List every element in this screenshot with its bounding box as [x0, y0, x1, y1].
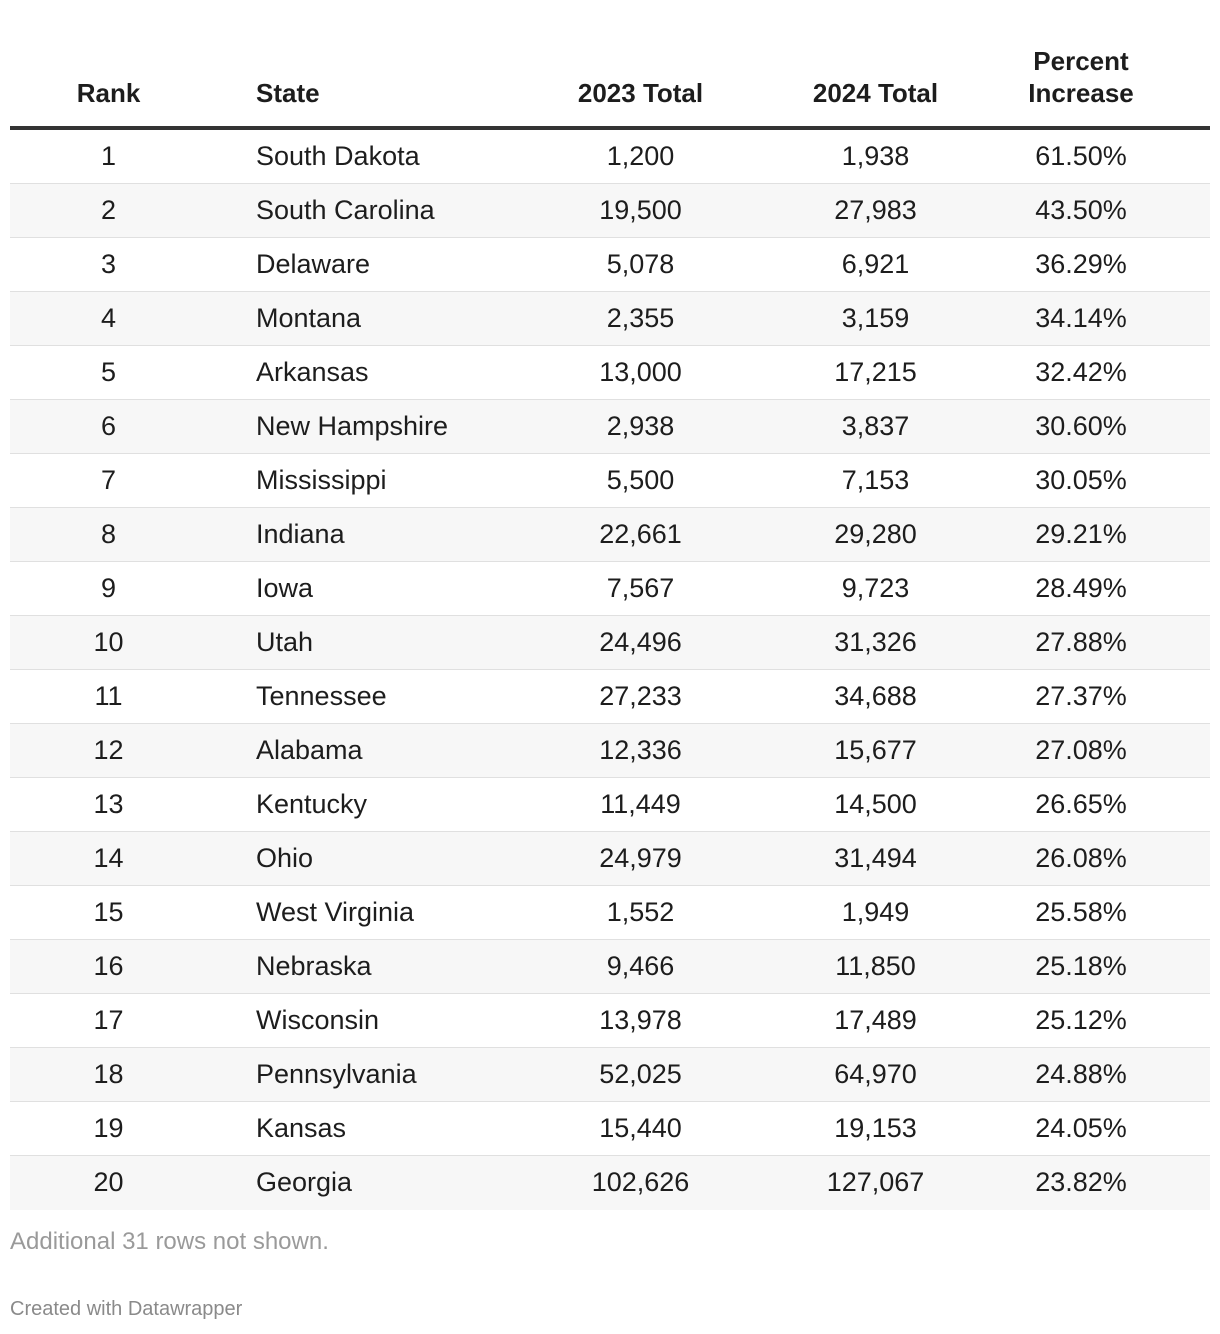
cell-2024-total: 11,850 [799, 940, 952, 994]
cell-percent-increase: 25.12% [952, 994, 1210, 1048]
cell-2023-total: 5,078 [482, 238, 799, 292]
cell-rank: 7 [10, 454, 207, 508]
cell-rank: 16 [10, 940, 207, 994]
table-row [10, 508, 1210, 562]
table-body [10, 128, 1210, 1210]
column-header-2024-total[interactable]: 2024 Total [799, 0, 952, 128]
cell-2024-total: 1,938 [799, 128, 952, 184]
table-row [10, 400, 1210, 454]
cell-rank: 19 [10, 1102, 207, 1156]
cell-state: Pennsylvania [207, 1048, 482, 1102]
cell-state: West Virginia [207, 886, 482, 940]
cell-2024-total: 31,326 [799, 616, 952, 670]
cell-2024-total: 64,970 [799, 1048, 952, 1102]
cell-percent-increase: 30.60% [952, 400, 1210, 454]
cell-state: Montana [207, 292, 482, 346]
cell-percent-increase: 36.29% [952, 238, 1210, 292]
table-row [10, 454, 1210, 508]
cell-2024-total: 17,215 [799, 346, 952, 400]
table-row [10, 832, 1210, 886]
cell-state: Arkansas [207, 346, 482, 400]
table-row [10, 616, 1210, 670]
cell-rank: 14 [10, 832, 207, 886]
cell-rank: 15 [10, 886, 207, 940]
table-row [10, 940, 1210, 994]
cell-rank: 18 [10, 1048, 207, 1102]
cell-2023-total: 2,938 [482, 400, 799, 454]
cell-percent-increase: 25.58% [952, 886, 1210, 940]
cell-state: Wisconsin [207, 994, 482, 1048]
cell-rank: 6 [10, 400, 207, 454]
cell-state: Utah [207, 616, 482, 670]
column-header-percent-line2: Increase [1028, 78, 1134, 108]
cell-rank: 9 [10, 562, 207, 616]
cell-2023-total: 24,979 [482, 832, 799, 886]
cell-2023-total: 13,978 [482, 994, 799, 1048]
cell-rank: 3 [10, 238, 207, 292]
cell-2023-total: 9,466 [482, 940, 799, 994]
cell-state: Kansas [207, 1102, 482, 1156]
cell-2024-total: 3,837 [799, 400, 952, 454]
cell-state: Ohio [207, 832, 482, 886]
cell-2024-total: 127,067 [826, 1167, 925, 1198]
column-header-2023-total[interactable]: 2023 Total [482, 0, 799, 128]
table-row [10, 1156, 1210, 1210]
cell-rank: 10 [10, 616, 207, 670]
datawrapper-credit[interactable]: Created with Datawrapper [10, 1298, 243, 1320]
cell-state: Mississippi [207, 454, 482, 508]
cell-2023-total: 13,000 [482, 346, 799, 400]
cell-state: Alabama [207, 724, 482, 778]
column-header-percent-increase-label [1028, 45, 1134, 109]
cell-percent-increase: 28.49% [952, 562, 1210, 616]
cell-2023-total: 1,200 [482, 128, 799, 184]
cell-2024-total: 14,500 [799, 778, 952, 832]
table-row [10, 670, 1210, 724]
table-row [10, 1102, 1210, 1156]
cell-2023-total: 2,355 [482, 292, 799, 346]
footnote: Additional 31 rows not shown. [10, 1228, 329, 1255]
cell-percent-increase: 43.50% [952, 184, 1210, 238]
table-row [10, 128, 1210, 184]
cell-state: Kentucky [207, 778, 482, 832]
table-row [10, 346, 1210, 400]
cell-2023-total: 11,449 [482, 778, 799, 832]
table-row [10, 994, 1210, 1048]
cell-percent-increase: 27.37% [952, 670, 1210, 724]
cell-2023-total: 102,626 [591, 1167, 690, 1198]
cell-2024-total: 19,153 [799, 1102, 952, 1156]
cell-2024-total: 15,677 [799, 724, 952, 778]
cell-percent-increase: 23.82% [1035, 1167, 1127, 1198]
data-table [10, 0, 1210, 1210]
cell-2023-total: 27,233 [482, 670, 799, 724]
cell-2024-total: 6,921 [799, 238, 952, 292]
cell-rank: 17 [10, 994, 207, 1048]
column-header-rank[interactable]: Rank [10, 0, 207, 128]
cell-2024-total: 27,983 [799, 184, 952, 238]
data-table-container [10, 0, 1210, 1210]
cell-rank: 4 [10, 292, 207, 346]
cell-state: Georgia [256, 1167, 353, 1198]
cell-2023-total: 19,500 [482, 184, 799, 238]
table-row [10, 778, 1210, 832]
cell-state: Nebraska [207, 940, 482, 994]
cell-rank: 12 [10, 724, 207, 778]
table-row [10, 238, 1210, 292]
cell-2023-total: 5,500 [482, 454, 799, 508]
cell-2024-total: 9,723 [799, 562, 952, 616]
cell-2023-total: 22,661 [482, 508, 799, 562]
cell-percent-increase: 27.08% [952, 724, 1210, 778]
cell-state: South Carolina [207, 184, 482, 238]
cell-state: South Dakota [207, 128, 482, 184]
cell-percent-increase: 24.88% [952, 1048, 1210, 1102]
table-row [10, 724, 1210, 778]
column-header-percent-increase[interactable] [952, 0, 1210, 128]
cell-2024-total: 34,688 [799, 670, 952, 724]
cell-percent-increase: 27.88% [952, 616, 1210, 670]
table-header-row [10, 0, 1210, 128]
cell-state: Indiana [207, 508, 482, 562]
table-row [10, 886, 1210, 940]
cell-percent-increase: 30.05% [952, 454, 1210, 508]
cell-percent-increase: 26.65% [952, 778, 1210, 832]
cell-state: New Hampshire [207, 400, 482, 454]
cell-percent-increase: 24.05% [952, 1102, 1210, 1156]
cell-2023-total: 24,496 [482, 616, 799, 670]
cell-percent-increase: 61.50% [952, 128, 1210, 184]
cell-2023-total: 15,440 [482, 1102, 799, 1156]
cell-rank: 11 [10, 670, 207, 724]
cell-2024-total: 7,153 [799, 454, 952, 508]
cell-2023-total: 1,552 [482, 886, 799, 940]
cell-2023-total: 12,336 [482, 724, 799, 778]
table-row [10, 1048, 1210, 1102]
cell-rank: 13 [10, 778, 207, 832]
cell-percent-increase: 32.42% [952, 346, 1210, 400]
cell-state: Tennessee [207, 670, 482, 724]
cell-percent-increase: 26.08% [952, 832, 1210, 886]
table-row [10, 184, 1210, 238]
column-header-state[interactable]: State [207, 0, 482, 128]
cell-2024-total: 17,489 [799, 994, 952, 1048]
cell-2023-total: 52,025 [482, 1048, 799, 1102]
cell-rank: 5 [10, 346, 207, 400]
cell-state: Delaware [207, 238, 482, 292]
cell-state: Iowa [207, 562, 482, 616]
cell-rank: 2 [10, 184, 207, 238]
cell-percent-increase: 34.14% [952, 292, 1210, 346]
cell-percent-increase: 25.18% [952, 940, 1210, 994]
cell-2024-total: 31,494 [799, 832, 952, 886]
table-row [10, 562, 1210, 616]
cell-2024-total: 3,159 [799, 292, 952, 346]
cell-rank: 1 [10, 128, 207, 184]
cell-2024-total: 29,280 [799, 508, 952, 562]
column-header-percent-line1: Percent [1033, 46, 1129, 76]
table-row [10, 292, 1210, 346]
cell-percent-increase: 29.21% [952, 508, 1210, 562]
cell-rank: 20 [93, 1167, 124, 1198]
cell-2024-total: 1,949 [799, 886, 952, 940]
cell-2023-total: 7,567 [482, 562, 799, 616]
cell-rank: 8 [10, 508, 207, 562]
